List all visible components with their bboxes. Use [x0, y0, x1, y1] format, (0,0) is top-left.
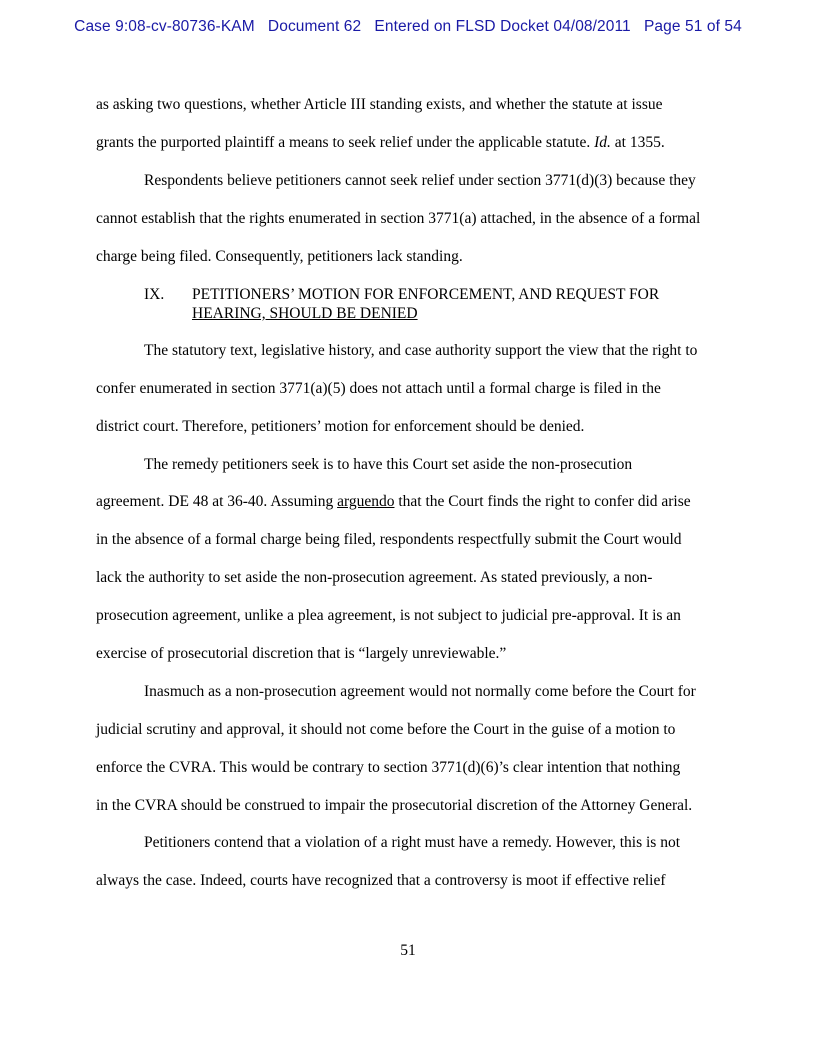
docket-header-stamp: Case 9:08-cv-80736-KAM Document 62 Entered on FLSD Docket 04/08/2011 Page 51 of 54	[74, 18, 742, 35]
section-heading-line: HEARING, SHOULD BE DENIED	[192, 305, 418, 322]
body-line: Petitioners contend that a violation of a right must have a remedy. However, this is not	[144, 834, 681, 851]
body-line: exercise of prosecutorial discretion that is “largely unreviewable.”	[96, 645, 507, 662]
latin-term: arguendo	[337, 493, 395, 510]
body-line: in the absence of a formal charge being filed, respondents respectfully submit the Court would	[96, 531, 682, 548]
page-number: 51	[400, 942, 416, 959]
body-text: that the Court finds the right to confer did arise	[394, 493, 691, 510]
body-text: agreement. DE 48 at 36-40. Assuming	[96, 493, 338, 510]
body-line: lack the authority to set aside the non-prosecution agreement. As stated previously, a non-	[96, 569, 653, 586]
body-line: cannot establish that the rights enumerated in section 3771(a) attached, in the absence of a formal	[96, 210, 701, 227]
body-line: always the case. Indeed, courts have recognized that a controversy is moot if effective relief	[96, 872, 666, 889]
body-line: Inasmuch as a non-prosecution agreement would not normally come before the Court for	[144, 683, 696, 700]
body-line: The remedy petitioners seek is to have this Court set aside the non-prosecution	[144, 456, 633, 473]
body-line: as asking two questions, whether Article III standing exists, and whether the statute at issue	[96, 96, 663, 113]
body-line: prosecution agreement, unlike a plea agreement, is not subject to judicial pre-approval. It is an	[96, 607, 681, 624]
body-line: charge being filed. Consequently, petitioners lack standing.	[96, 248, 463, 265]
body-line: in the CVRA should be construed to impair the prosecutorial discretion of the Attorney General.	[96, 797, 693, 814]
body-line: district court. Therefore, petitioners’ motion for enforcement should be denied.	[96, 418, 585, 435]
body-text: at 1355.	[610, 134, 665, 151]
body-line: judicial scrutiny and approval, it should not come before the Court in the guise of a motion to	[96, 721, 676, 738]
section-heading-line: PETITIONERS’ MOTION FOR ENFORCEMENT, AND REQUEST FOR	[192, 286, 660, 303]
section-numeral: IX.	[144, 286, 165, 303]
citation-id: Id.	[594, 134, 611, 151]
body-line: Respondents believe petitioners cannot seek relief under section 3771(d)(3) because they	[144, 172, 696, 189]
body-line: confer enumerated in section 3771(a)(5) does not attach until a formal charge is filed in the	[96, 380, 661, 397]
body-line: The statutory text, legislative history, and case authority support the view that the right to	[144, 342, 698, 359]
body-line: enforce the CVRA. This would be contrary to section 3771(d)(6)’s clear intention that nothing	[96, 759, 681, 776]
body-line	[96, 493, 691, 511]
body-line	[96, 134, 665, 152]
body-text: grants the purported plaintiff a means to seek relief under the applicable statute.	[96, 134, 595, 151]
